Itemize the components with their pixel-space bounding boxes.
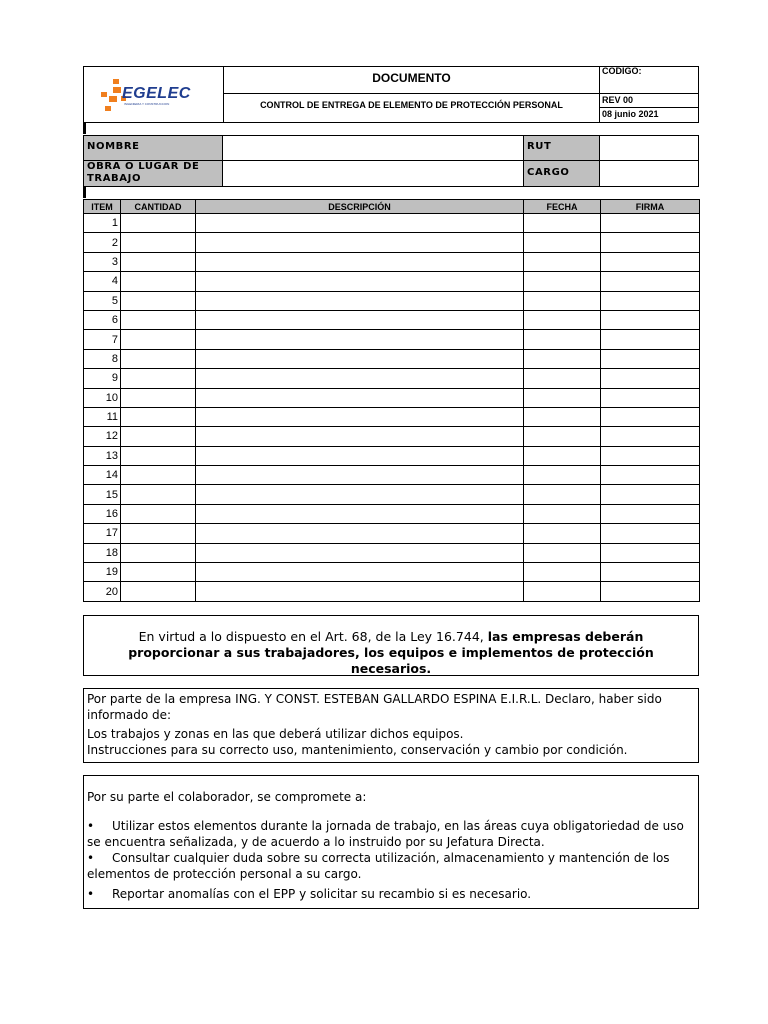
table-row <box>84 214 700 233</box>
firma-cell[interactable] <box>601 214 700 233</box>
descripcion-cell[interactable] <box>196 291 524 310</box>
header-divider <box>599 66 600 123</box>
table-row <box>84 272 700 291</box>
fecha-cell[interactable] <box>524 446 601 465</box>
firma-cell[interactable] <box>601 388 700 407</box>
collaborator-intro: Por su parte el colaborador, se compromete a: <box>87 790 367 804</box>
cantidad-cell[interactable] <box>121 485 196 504</box>
descripcion-cell[interactable] <box>196 388 524 407</box>
firma-cell[interactable] <box>601 582 700 601</box>
fecha-cell[interactable] <box>524 524 601 543</box>
descripcion-cell[interactable] <box>196 330 524 349</box>
firma-cell[interactable] <box>601 407 700 426</box>
cantidad-cell[interactable] <box>121 407 196 426</box>
table-row <box>84 563 700 582</box>
revision-date: 08 junio 2021 <box>602 109 659 119</box>
item-number: 5 <box>84 291 121 310</box>
spacer-bar <box>83 186 86 198</box>
bullet: • <box>87 887 95 901</box>
col-header-cantidad: CANTIDAD <box>121 200 196 214</box>
rut-label: RUT <box>523 136 600 160</box>
descripcion-cell[interactable] <box>196 407 524 426</box>
cantidad-cell[interactable] <box>121 582 196 601</box>
fecha-cell[interactable] <box>524 233 601 252</box>
col-header-descripcion: DESCRIPCIÓN <box>196 200 524 214</box>
table-row <box>84 504 700 523</box>
firma-cell[interactable] <box>601 330 700 349</box>
logo <box>84 67 223 122</box>
firma-cell[interactable] <box>601 427 700 446</box>
descripcion-cell[interactable] <box>196 543 524 562</box>
item-number: 1 <box>84 214 121 233</box>
firma-cell[interactable] <box>601 446 700 465</box>
codigo-label: CODIGO: <box>602 66 642 76</box>
firma-cell[interactable] <box>601 272 700 291</box>
spacer-bar <box>83 123 86 134</box>
cargo-field[interactable] <box>600 161 698 186</box>
legal-text: En virtud a lo dispuesto en el Art. 68, de la Ley 16.744, <box>138 629 488 644</box>
cantidad-cell[interactable] <box>121 252 196 271</box>
cargo-label: CARGO <box>523 161 600 186</box>
fecha-cell[interactable] <box>524 388 601 407</box>
fecha-cell[interactable] <box>524 563 601 582</box>
fecha-cell[interactable] <box>524 291 601 310</box>
table-row <box>84 252 700 271</box>
descripcion-cell[interactable] <box>196 563 524 582</box>
descripcion-cell[interactable] <box>196 427 524 446</box>
logo-text: EGELEC <box>122 85 191 102</box>
item-number: 7 <box>84 330 121 349</box>
table-row <box>84 582 700 601</box>
cantidad-cell[interactable] <box>121 310 196 329</box>
fecha-cell[interactable] <box>524 485 601 504</box>
table-row <box>84 427 700 446</box>
firma-cell[interactable] <box>601 466 700 485</box>
legal-box <box>83 615 699 676</box>
fecha-cell[interactable] <box>524 427 601 446</box>
fecha-cell[interactable] <box>524 582 601 601</box>
item-number: 9 <box>84 369 121 388</box>
cantidad-cell[interactable] <box>121 330 196 349</box>
firma-cell[interactable] <box>601 543 700 562</box>
col-header-item: ITEM <box>84 200 121 214</box>
item-number: 13 <box>84 446 121 465</box>
declaration-line: Por parte de la empresa ING. Y CONST. ESTEBAN GALLARDO ESPINA E.I.R.L. Declaro, haber sido informado de: <box>87 692 662 722</box>
list-item-text: Consultar cualquier duda sobre su correcta utilización, almacenamiento y mantención de los elementos de protección personal a su cargo. <box>87 851 670 881</box>
cantidad-cell[interactable] <box>121 427 196 446</box>
fecha-cell[interactable] <box>524 543 601 562</box>
item-number: 15 <box>84 485 121 504</box>
cantidad-cell[interactable] <box>121 291 196 310</box>
cantidad-cell[interactable] <box>121 388 196 407</box>
cantidad-cell[interactable] <box>121 466 196 485</box>
obra-field[interactable] <box>224 161 523 186</box>
list-item <box>87 886 694 902</box>
firma-cell[interactable] <box>601 310 700 329</box>
table-row <box>84 388 700 407</box>
item-number: 3 <box>84 252 121 271</box>
fecha-cell[interactable] <box>524 407 601 426</box>
item-number: 10 <box>84 388 121 407</box>
descripcion-cell[interactable] <box>196 582 524 601</box>
descripcion-cell[interactable] <box>196 369 524 388</box>
revision: REV 00 <box>602 95 634 105</box>
table-row <box>84 310 700 329</box>
table-row <box>84 369 700 388</box>
cantidad-cell[interactable] <box>121 369 196 388</box>
obra-label-line2: TRABAJO <box>87 173 142 184</box>
header-divider <box>223 93 699 94</box>
declaration-line: Los trabajos y zonas en las que deberá utilizar dichos equipos. <box>87 727 464 741</box>
firma-cell[interactable] <box>601 252 700 271</box>
table-row <box>84 330 700 349</box>
item-number: 11 <box>84 407 121 426</box>
item-number: 20 <box>84 582 121 601</box>
descripcion-cell[interactable] <box>196 466 524 485</box>
firma-cell[interactable] <box>601 485 700 504</box>
table-row <box>84 446 700 465</box>
cantidad-cell[interactable] <box>121 214 196 233</box>
firma-cell[interactable] <box>601 349 700 368</box>
cantidad-cell[interactable] <box>121 446 196 465</box>
cantidad-cell[interactable] <box>121 543 196 562</box>
item-number: 14 <box>84 466 121 485</box>
bullet: • <box>87 819 95 833</box>
items-table <box>83 199 700 602</box>
rut-field[interactable] <box>600 136 698 160</box>
fecha-cell[interactable] <box>524 214 601 233</box>
table-row <box>84 291 700 310</box>
bullet: • <box>87 851 95 865</box>
firma-cell[interactable] <box>601 563 700 582</box>
doc-title: CONTROL DE ENTREGA DE ELEMENTO DE PROTECCIÓN PERSONAL <box>260 100 563 110</box>
item-number: 12 <box>84 427 121 446</box>
cantidad-cell[interactable] <box>121 524 196 543</box>
list-item-text: Reportar anomalías con el EPP y solicitar su recambio si es necesario. <box>112 887 532 901</box>
fecha-cell[interactable] <box>524 369 601 388</box>
cantidad-cell[interactable] <box>121 349 196 368</box>
cantidad-cell[interactable] <box>121 233 196 252</box>
fecha-cell[interactable] <box>524 272 601 291</box>
collaborator-box <box>83 775 699 909</box>
descripcion-cell[interactable] <box>196 349 524 368</box>
descripcion-cell[interactable] <box>196 485 524 504</box>
nombre-field[interactable] <box>224 136 523 160</box>
doc-label: DOCUMENTO <box>372 71 451 85</box>
item-number: 17 <box>84 524 121 543</box>
cantidad-cell[interactable] <box>121 563 196 582</box>
firma-cell[interactable] <box>601 233 700 252</box>
col-header-fecha: FECHA <box>524 200 601 214</box>
firma-cell[interactable] <box>601 291 700 310</box>
company-declaration-box <box>83 688 699 763</box>
header-divider <box>599 107 699 108</box>
list-item <box>87 850 694 882</box>
nombre-label: NOMBRE <box>84 136 223 160</box>
obra-label-line1: OBRA O LUGAR DE <box>87 161 200 172</box>
fecha-cell[interactable] <box>524 310 601 329</box>
descripcion-cell[interactable] <box>196 233 524 252</box>
descripcion-cell[interactable] <box>196 310 524 329</box>
cantidad-cell[interactable] <box>121 272 196 291</box>
descripcion-cell[interactable] <box>196 272 524 291</box>
item-number: 16 <box>84 504 121 523</box>
firma-cell[interactable] <box>601 524 700 543</box>
table-row <box>84 524 700 543</box>
fecha-cell[interactable] <box>524 330 601 349</box>
fecha-cell[interactable] <box>524 466 601 485</box>
descripcion-cell[interactable] <box>196 524 524 543</box>
obra-label <box>84 161 223 186</box>
table-header-row <box>84 200 700 214</box>
descripcion-cell[interactable] <box>196 214 524 233</box>
fecha-cell[interactable] <box>524 349 601 368</box>
table-row <box>84 407 700 426</box>
col-header-firma: FIRMA <box>601 200 700 214</box>
item-number: 2 <box>84 233 121 252</box>
firma-cell[interactable] <box>601 369 700 388</box>
descripcion-cell[interactable] <box>196 504 524 523</box>
list-item-text: Utilizar estos elementos durante la jornada de trabajo, en las áreas cuya obligatoriedad de uso se encuentra señalizada, y de acuerdo a lo instruido por su Jefatura Directa. <box>87 819 684 849</box>
table-row <box>84 233 700 252</box>
item-number: 8 <box>84 349 121 368</box>
table-row <box>84 349 700 368</box>
legal-text-bold: las empresas deberán proporcionar a sus trabajadores, los equipos e implementos de protección necesarios. <box>128 629 654 676</box>
logo-subtitle: INGENIERIA Y CONSTRUCCION <box>124 102 170 106</box>
descripcion-cell[interactable] <box>196 446 524 465</box>
firma-cell[interactable] <box>601 504 700 523</box>
cantidad-cell[interactable] <box>121 504 196 523</box>
item-number: 19 <box>84 563 121 582</box>
item-number: 4 <box>84 272 121 291</box>
table-row <box>84 466 700 485</box>
table-row <box>84 543 700 562</box>
fecha-cell[interactable] <box>524 252 601 271</box>
declaration-line: Instrucciones para su correcto uso, mantenimiento, conservación y cambio por condición. <box>87 743 628 757</box>
item-number: 18 <box>84 543 121 562</box>
list-item <box>87 818 694 850</box>
item-number: 6 <box>84 310 121 329</box>
table-row <box>84 485 700 504</box>
fecha-cell[interactable] <box>524 504 601 523</box>
descripcion-cell[interactable] <box>196 252 524 271</box>
